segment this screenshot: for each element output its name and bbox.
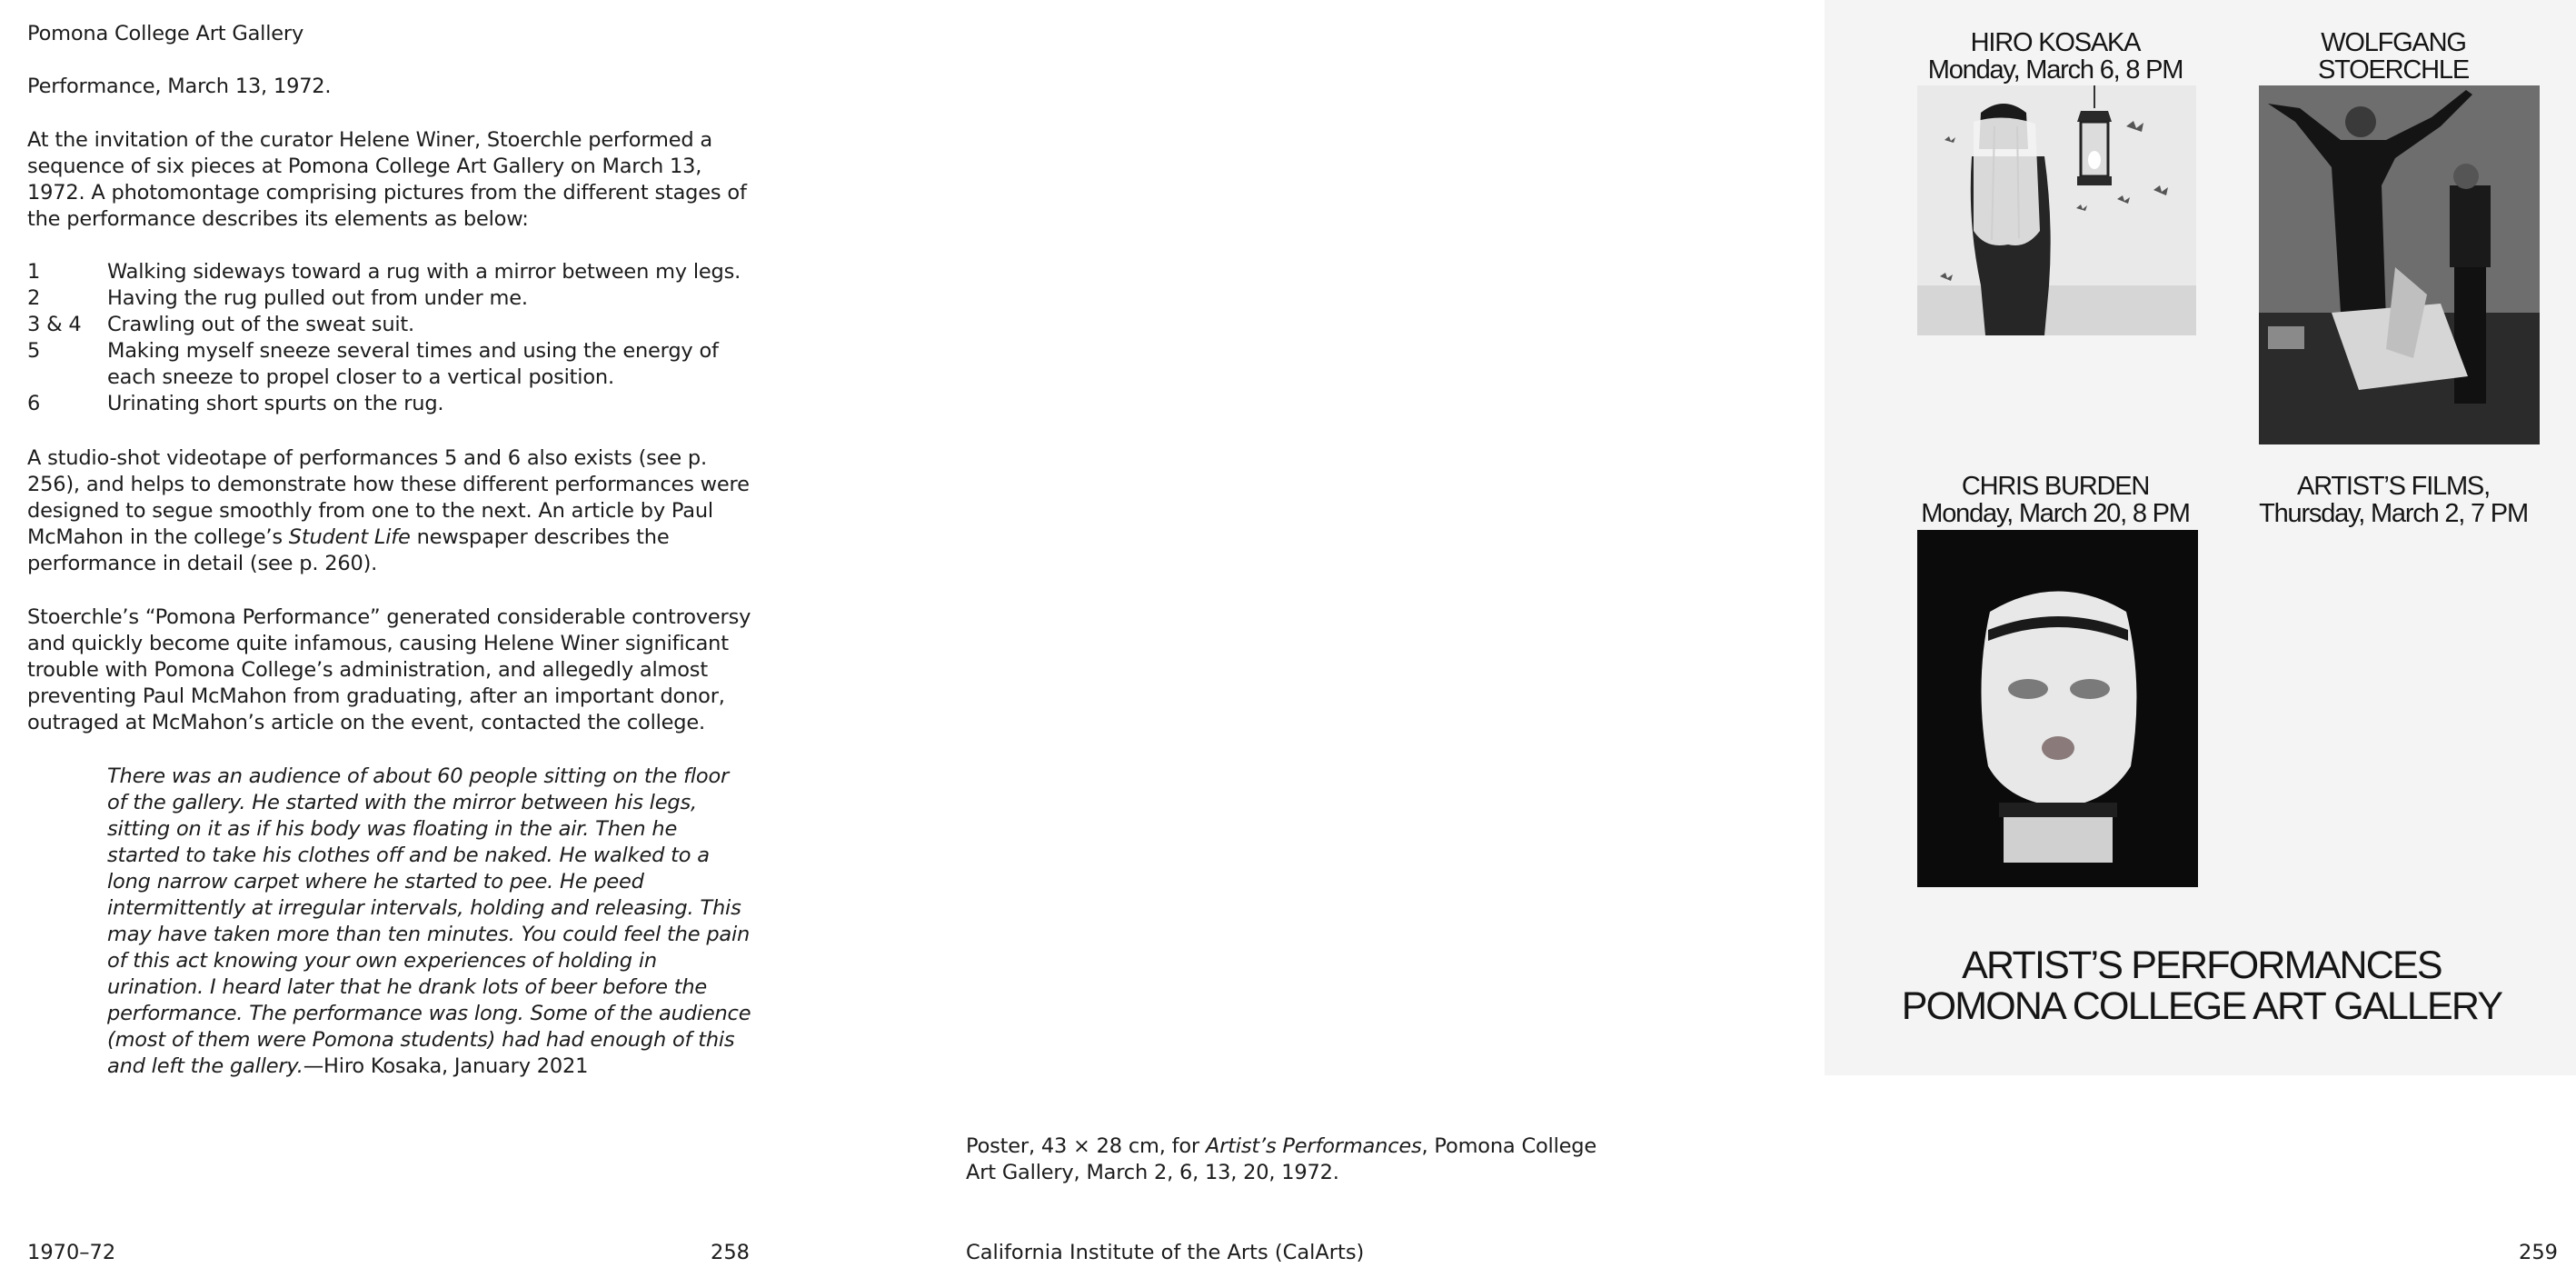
event-burden-heading [1915, 473, 2195, 527]
video-paragraph-text: A studio-shot videotape of performances 5 and 6 also exists (see p. 256), and helps to demonstrate how these different performances were designed to segue smoothly from one to the next. An article by Paul McMahon in the college’s [27, 446, 750, 549]
poster-image [1825, 0, 2576, 1075]
kosaka-photo [1917, 85, 2196, 335]
caption-italic-title: Artist’s Performances [1205, 1134, 1422, 1158]
page-number-right: 259 [2519, 1241, 2558, 1264]
step-item [27, 338, 752, 391]
caption-text-end: , Pomona College Art Gallery, March 2, 6, 13, 20, 1972. [966, 1134, 1596, 1184]
event-date: Thursday, March 2, 7 PM [2259, 499, 2528, 528]
event-films-heading [2248, 473, 2539, 527]
performance-steps-list [27, 259, 752, 417]
step-number: 5 [27, 339, 41, 363]
step-text: Crawling out of the sweat suit. [107, 313, 415, 336]
step-item [27, 312, 752, 338]
quote-attribution: —Hiro Kosaka, January 2021 [303, 1054, 589, 1078]
controversy-paragraph: Stoerchle’s “Pomona Performance” generated considerable controversy and quickly become quite infamous, causing Helene Winer significant trouble with Pomona College’s administration, and allegedly almost preventing Paul McMahon from graduating, after an important donor, outraged at McMahon’s article on the event, contacted the college. [27, 605, 751, 734]
event-date: Monday, March 20, 8 PM [1921, 499, 2190, 528]
stoerchle-photo [2259, 85, 2540, 444]
step-number: 2 [27, 286, 41, 310]
page-number-left: 258 [711, 1241, 750, 1264]
poster-title-line-1: ARTIST’S PERFORMANCES [1962, 944, 2442, 987]
poster-title-line-2: POMONA COLLEGE ART GALLERY [1901, 984, 2502, 1028]
running-footer-years: 1970–72 [27, 1241, 116, 1264]
step-item [27, 259, 752, 285]
step-text: Having the rug pulled out from under me. [107, 286, 528, 310]
step-number: 3 & 4 [27, 313, 82, 336]
kosaka-quote [107, 764, 752, 1080]
video-paragraph-text-end: newspaper describes the performance in detail (see p. 260). [27, 525, 670, 575]
right-page [859, 0, 2558, 1288]
poster-caption [966, 1133, 1629, 1186]
step-text: Making myself sneeze several times and using the energy of each sneeze to propel closer to a vertical position. [107, 339, 719, 389]
quote-text: There was an audience of about 60 people sitting on the floor of the gallery. He started with the mirror between his legs, sitting on it as if his body was floating in the air. Then he started to take his clothes off and be naked. He walked to a long narrow carpet where he started to pee. He peed intermittently at irregular intervals, holding and releasing. This may have taken more than ten minutes. You could feel the pain of this act knowing your own experiences of holding in urination. I heard later that he drank lots of beer before the performance. The performance was long. Some of the audience (most of them were Pomona students) had had enough of this and left the gallery. [107, 764, 751, 1078]
event-date: Monday, March 6, 8 PM [1927, 55, 2183, 85]
step-item [27, 285, 752, 312]
section-subtitle: Performance, March 13, 1972. [27, 75, 332, 98]
running-footer-title: California Institute of the Arts (CalArts) [966, 1241, 1365, 1264]
event-artist-name: WOLFGANG STOERCHLE [2318, 28, 2469, 85]
event-artist-name: HIRO KOSAKA [1970, 28, 2141, 57]
event-kosaka-heading [1915, 29, 2195, 84]
event-artist-name: CHRIS BURDEN [1961, 472, 2150, 501]
caption-text: Poster, 43 × 28 cm, for [966, 1134, 1206, 1158]
step-item [27, 391, 752, 417]
newspaper-title: Student Life [288, 525, 411, 549]
event-artist-name: ARTIST’S FILMS, [2297, 472, 2490, 501]
left-page [0, 0, 859, 1288]
step-number: 1 [27, 260, 41, 284]
intro-paragraph: At the invitation of the curator Helene Winer, Stoerchle performed a sequence of six pieces at Pomona College Art Gallery on March 13, 1972. A photomontage comprising pictures from the different stages of the performance describes its elements as below: [27, 128, 747, 231]
step-text: Urinating short spurts on the rug. [107, 392, 444, 415]
step-number: 6 [27, 392, 41, 415]
video-paragraph [27, 445, 752, 577]
burden-photo [1917, 530, 2198, 887]
step-text: Walking sideways toward a rug with a mirror between my legs. [107, 260, 741, 284]
section-title: Pomona College Art Gallery [27, 22, 304, 45]
